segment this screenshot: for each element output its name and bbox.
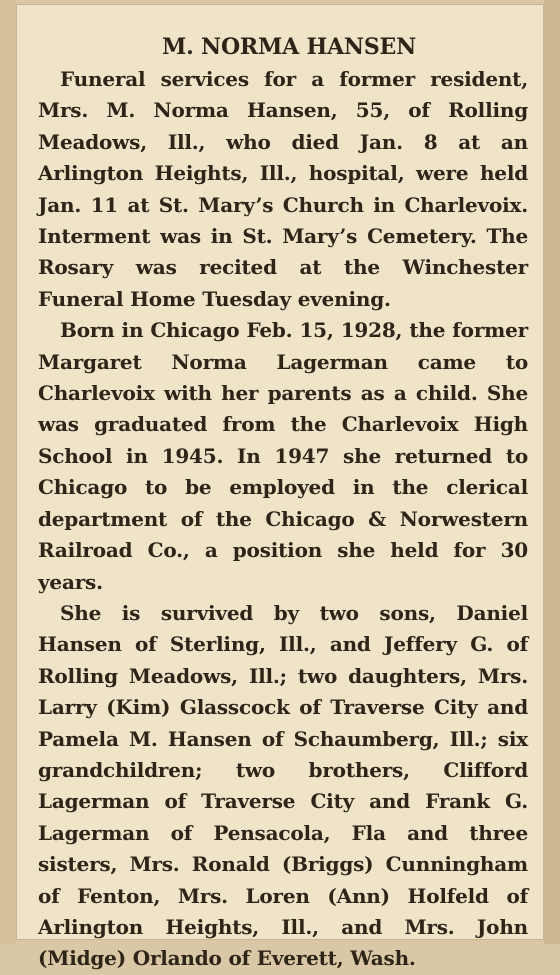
scan-left-margin bbox=[0, 0, 16, 944]
paragraph-survivors: She is survived by two sons, Daniel Hansen of Sterling, Ill., and Jeffery G. of Rolling Meadows, Ill.; two daughters, Mrs. Larry (Kim) Glasscock of Traverse City and Pamela M. Hansen of Schaumberg, Ill.; six grandchildren; two brothers, Clifford Lagerman of Traverse City and Frank G. Lagerman of Pensacola, Fla and three sisters, Mrs. Ronald (Briggs) Cunningham of Fenton, Mrs. Loren (Ann) Holfeld of Arlington Heights, Ill., and Mrs. John (Midge) Orlando of Everett, Wash. bbox=[38, 600, 528, 971]
obituary-headline: M. NORMA HANSEN bbox=[161, 34, 417, 60]
paragraph-biography: Born in Chicago Feb. 15, 1928, the former Margaret Norma Lagerman came to Charlevoix with her parents as a child. She was graduated from the Charlevoix High School in 1945. In 1947 she returned to Chicago to be employed in the clerical department of the Chicago & Norwestern Railroad Co., a position she held for 30 years. bbox=[38, 318, 528, 594]
newspaper-clipping bbox=[16, 4, 544, 971]
scan-right-margin bbox=[544, 0, 560, 944]
paragraph-services: Funeral services for a former resident, Mrs. M. Norma Hansen, 55, of Rolling Meadows, Ill., who died Jan. 8 at an Arlington Heights, Ill., hospital, were held Jan. 11 at St. Mary’s Church in Charlevoix. Interment was in St. Mary’s Cemetery. The Rosary was recited at the Winchester Funeral Home Tuesday evening. bbox=[38, 67, 528, 311]
obituary-article bbox=[38, 30, 528, 975]
